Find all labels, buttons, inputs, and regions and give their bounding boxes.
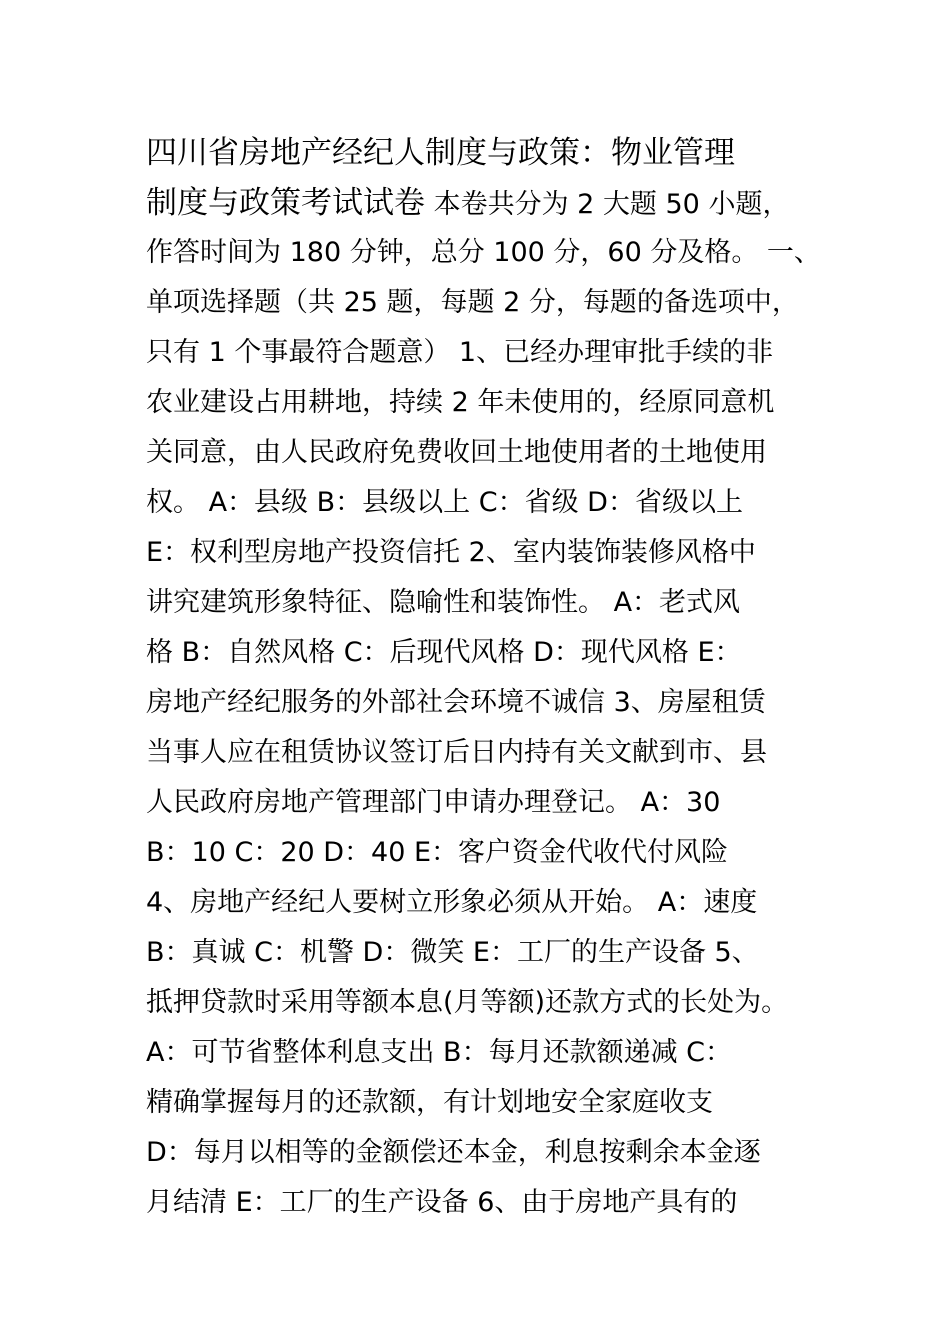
text-line: 关同意，由人民政府免费收回土地使用者的土地使用	[146, 437, 767, 468]
text-line: 抵押贷款时采用等额本息(月等额)还款方式的长处为。	[146, 987, 789, 1018]
text-line: 房地产经纪服务的外部社会环境不诚信 3、房屋租赁	[146, 687, 766, 718]
document-title-line-1: 四川省房地产经纪人制度与政策：物业管理	[146, 135, 735, 171]
document-body	[146, 128, 826, 1228]
document-title-continuation: 制度与政策考试试卷	[146, 185, 425, 221]
text-line: 只有 1 个事最符合题意） 1、已经办理审批手续的非	[146, 337, 774, 368]
text-line: 人民政府房地产管理部门申请办理登记。 A：30	[146, 787, 721, 818]
text-line: 4、房地产经纪人要树立形象必须从开始。 A：速度	[146, 887, 758, 918]
text-line: 格 B：自然风格 C：后现代风格 D：现代风格 E：	[146, 637, 742, 668]
text-line: 月结清 E：工厂的生产设备 6、由于房地产具有的	[146, 1187, 738, 1218]
text-line: 权。 A：县级 B：县级以上 C：省级 D：省级以上	[146, 487, 743, 518]
text-line: 单项选择题（共 25 题，每题 2 分，每题的备选项中，	[146, 287, 799, 318]
text-line: D：每月以相等的金额偿还本金，利息按剩余本金逐	[146, 1137, 761, 1168]
text-line: B：真诚 C：机警 D：微笑 E：工厂的生产设备 5、	[146, 937, 759, 968]
text-line: 讲究建筑形象特征、隐喻性和装饰性。 A：老式风	[146, 587, 741, 618]
document-title-line-2	[146, 178, 826, 228]
text-line: 精确掌握每月的还款额，有计划地安全家庭收支	[146, 1087, 713, 1118]
text-line: 农业建设占用耕地，持续 2 年未使用的，经原同意机	[146, 387, 775, 418]
text-line: 作答时间为 180 分钟，总分 100 分，60 分及格。 一、	[146, 237, 821, 268]
text-line: A：可节省整体利息支出 B：每月还款额递减 C：	[146, 1037, 733, 1068]
text-line: E：权利型房地产投资信托 2、室内装饰装修风格中	[146, 537, 756, 568]
text-line: B：10 C：20 D：40 E：客户资金代收代付风险	[146, 837, 729, 868]
text-line: 当事人应在租赁协议签订后日内持有关文献到市、县	[146, 737, 767, 768]
document-intro-start: 本卷共分为 2 大题 50 小题，	[425, 189, 790, 220]
